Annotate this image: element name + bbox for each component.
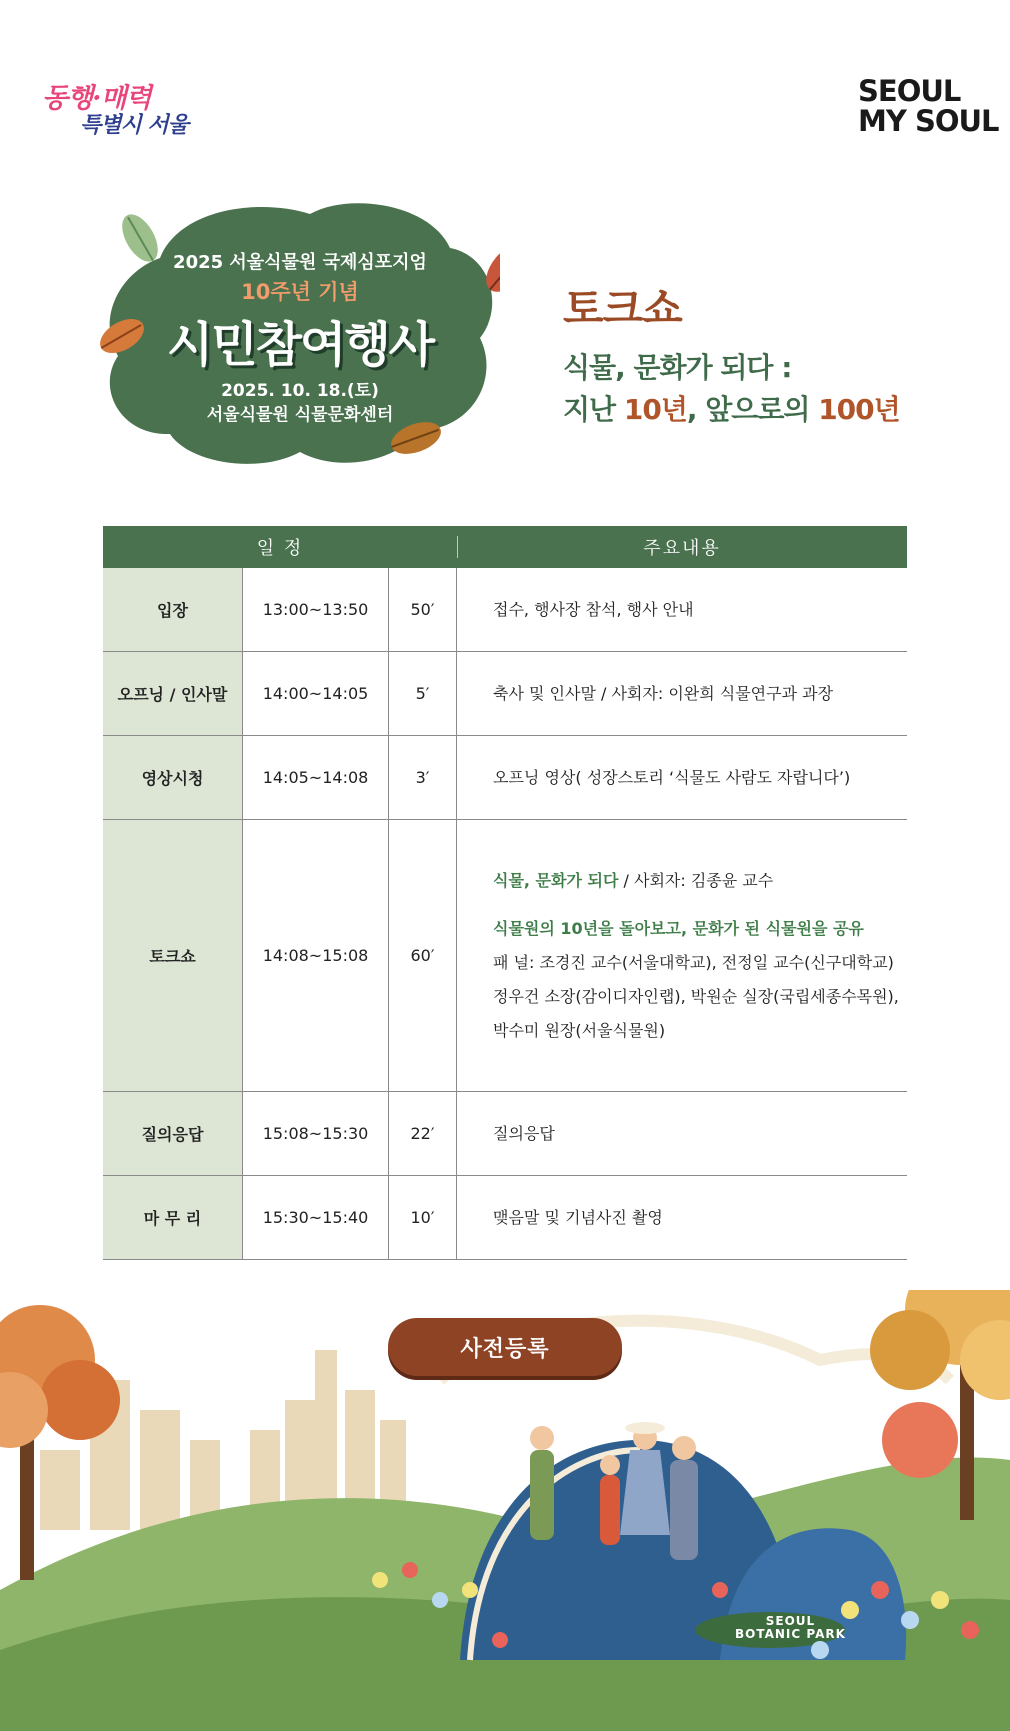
row-duration: 3′ bbox=[389, 736, 457, 819]
row-desc bbox=[457, 1176, 907, 1259]
logo-line1: 동행·매력 bbox=[42, 83, 151, 114]
row-time: 15:30~15:40 bbox=[243, 1176, 389, 1259]
row-desc bbox=[457, 1092, 907, 1175]
header-divider bbox=[457, 536, 458, 558]
table-row bbox=[103, 1092, 907, 1176]
row-desc-title-line bbox=[493, 864, 907, 898]
park-sign-label bbox=[735, 1615, 846, 1641]
row-time: 14:08~15:08 bbox=[243, 820, 389, 1091]
row-desc-text: 질의응답 bbox=[493, 1123, 555, 1143]
header-content: 주요내용 bbox=[643, 538, 721, 559]
talkshow-title-highlight: 10년 bbox=[623, 393, 687, 426]
table-row bbox=[103, 736, 907, 820]
row-desc bbox=[457, 820, 907, 1091]
row-desc bbox=[457, 568, 907, 651]
row-time: 14:00~14:05 bbox=[243, 652, 389, 735]
row-desc-text: 축사 및 인사말 / 사회자: 이완희 식물연구과 과장 bbox=[493, 683, 834, 703]
row-desc bbox=[457, 736, 907, 819]
row-time: 13:00~13:50 bbox=[243, 568, 389, 651]
table-row bbox=[103, 1176, 907, 1260]
table-row bbox=[103, 820, 907, 1092]
talkshow-title-line2 bbox=[563, 388, 900, 428]
talk-panel: 정우건 소장(감이디자인랩), 박원순 실장(국립세종수목원), bbox=[493, 986, 899, 1006]
table-row bbox=[103, 652, 907, 736]
talkshow-title-highlight: 100년 bbox=[818, 393, 900, 426]
talkshow-title-line1: 식물, 문화가 되다 : bbox=[563, 351, 792, 384]
badge-anniversary: 10주년 기념 bbox=[241, 280, 359, 304]
row-duration: 50′ bbox=[389, 568, 457, 651]
row-desc-text: 맺음말 및 기념사진 촬영 bbox=[493, 1207, 663, 1227]
row-name: 오프닝 / 인사말 bbox=[103, 652, 243, 735]
table-row bbox=[103, 568, 907, 652]
logo-my-soul: MY SOUL bbox=[858, 104, 999, 138]
park-sign-line2: BOTANIC PARK bbox=[735, 1627, 846, 1641]
row-desc-text: 오프닝 영상( 성장스토리 ‘식물도 사람도 자랍니다’) bbox=[493, 767, 851, 787]
row-duration: 22′ bbox=[389, 1092, 457, 1175]
row-time: 15:08~15:30 bbox=[243, 1092, 389, 1175]
row-name: 토크쇼 bbox=[103, 820, 243, 1091]
table-header bbox=[103, 526, 907, 568]
pre-register-button[interactable]: 사전등록 bbox=[388, 1318, 622, 1376]
park-sign-line1: SEOUL bbox=[765, 1614, 816, 1628]
talkshow-title-part: 지난 bbox=[563, 393, 624, 426]
row-desc-text: 접수, 행사장 참석, 행사 안내 bbox=[493, 599, 694, 619]
row-name: 영상시청 bbox=[103, 736, 243, 819]
talk-host: / 사회자: 김종윤 교수 bbox=[618, 870, 774, 890]
row-name: 마 무 리 bbox=[103, 1176, 243, 1259]
row-duration: 10′ bbox=[389, 1176, 457, 1259]
badge-venue: 서울식물원 식물문화센터 bbox=[206, 405, 394, 425]
row-duration: 60′ bbox=[389, 820, 457, 1091]
talk-title: 식물, 문화가 되다 bbox=[493, 870, 619, 890]
talk-panel: 박수미 원장(서울식물원) bbox=[493, 1020, 666, 1040]
badge-subtitle: 2025 서울식물원 국제심포지엄 bbox=[173, 252, 427, 273]
row-duration: 5′ bbox=[389, 652, 457, 735]
header-schedule: 일 정 bbox=[256, 538, 304, 559]
seoul-my-soul-logo bbox=[858, 74, 999, 140]
row-name: 질의응답 bbox=[103, 1092, 243, 1175]
event-badge bbox=[100, 198, 500, 476]
talk-panel: 패 널: 조경진 교수(서울대학교), 전정일 교수(신구대학교) bbox=[493, 952, 894, 972]
schedule-table bbox=[103, 526, 907, 1260]
row-time: 14:05~14:08 bbox=[243, 736, 389, 819]
logo-line2: 특별시 서울 bbox=[80, 112, 188, 138]
talkshow-label: 토크쇼 bbox=[563, 284, 682, 333]
seoul-slogan-logo bbox=[40, 72, 200, 142]
row-desc bbox=[457, 652, 907, 735]
talk-topic: 식물원의 10년을 돌아보고, 문화가 된 식물원을 공유 bbox=[493, 918, 864, 938]
spacer bbox=[493, 898, 907, 912]
badge-date: 2025. 10. 18.(토) bbox=[221, 381, 379, 401]
badge-title: 시민참여행사 bbox=[166, 317, 434, 373]
logo-seoul: SEOUL bbox=[858, 74, 961, 108]
talkshow-title-part: , 앞으로의 bbox=[686, 393, 819, 426]
row-name: 입장 bbox=[103, 568, 243, 651]
